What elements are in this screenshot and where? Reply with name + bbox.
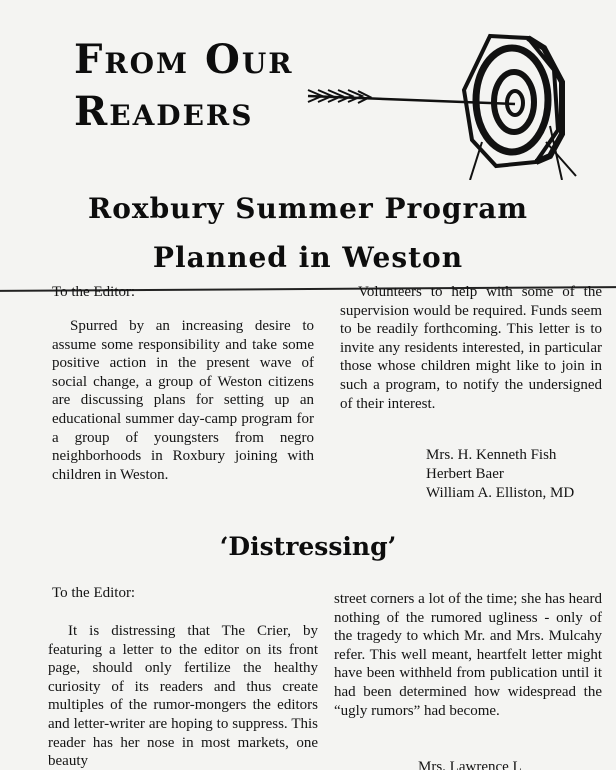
masthead-line-2: Readers (74, 88, 254, 135)
article-headline-line-1: Roxbury Summer Program (87, 192, 529, 225)
article1-left-column (52, 317, 314, 484)
signature-2: Herbert Baer (426, 466, 504, 482)
article1-left-paragraph: Spurred by an increasing desire to assume some responsibility and take some positive action in the present wave of social change, a group of Weston citizens are discussing plans for setting up an educational summer day-camp program for a group of youngsters from negro neighborhoods in Roxbury joining with children in Weston. (52, 318, 314, 483)
masthead-line-1: From Our (74, 36, 294, 83)
article2-right-column (334, 590, 602, 720)
article2-headline: ‘Distressing’ (219, 532, 397, 561)
arrow-icon (308, 90, 515, 104)
column-masthead (74, 34, 294, 138)
article2-right-paragraph: street corners a lot of the time; she has heard nothing of the rumored ugliness - only of the tragedy to which Mr. and Mrs. Mulcahy refer. This well meant, heartfelt letter might have been withheld from publication until it had been determined how widespread the “ugly rumors” had become. (334, 591, 602, 719)
article2-left-paragraph: It is distressing that The Crier, by featuring a letter to the editor on its front page, should only fertilize the healthy curiosity of its readers and thus create multiples of the rumor-mongers the editors and letter-writer are hoping to suppress. This reader has her nose in most markets, one beauty (48, 623, 318, 768)
arrow-target-illustration (300, 30, 600, 180)
article-headline-line-2: Planned in Weston (152, 241, 464, 274)
article1-salutation: To the Editor: (52, 284, 136, 300)
target-icon (464, 36, 576, 180)
article1-right-column (340, 283, 602, 413)
article2-salutation: To the Editor: (52, 585, 136, 601)
article1-signatures (426, 446, 611, 503)
article1-right-paragraph: Volunteers to help with some of the supervision would be required. Funds seem to be readily forthcoming. This letter is to invite any residents interested, in particular those whose children might like to join in such a program, to notify the undersigned of their interest. (340, 284, 602, 412)
article2-left-column (48, 622, 318, 768)
signature-3: William A. Elliston, MD (426, 485, 575, 501)
article2-signature-partial: Mrs. Lawrence L (418, 759, 522, 770)
signature-1: Mrs. H. Kenneth Fish (426, 447, 557, 463)
